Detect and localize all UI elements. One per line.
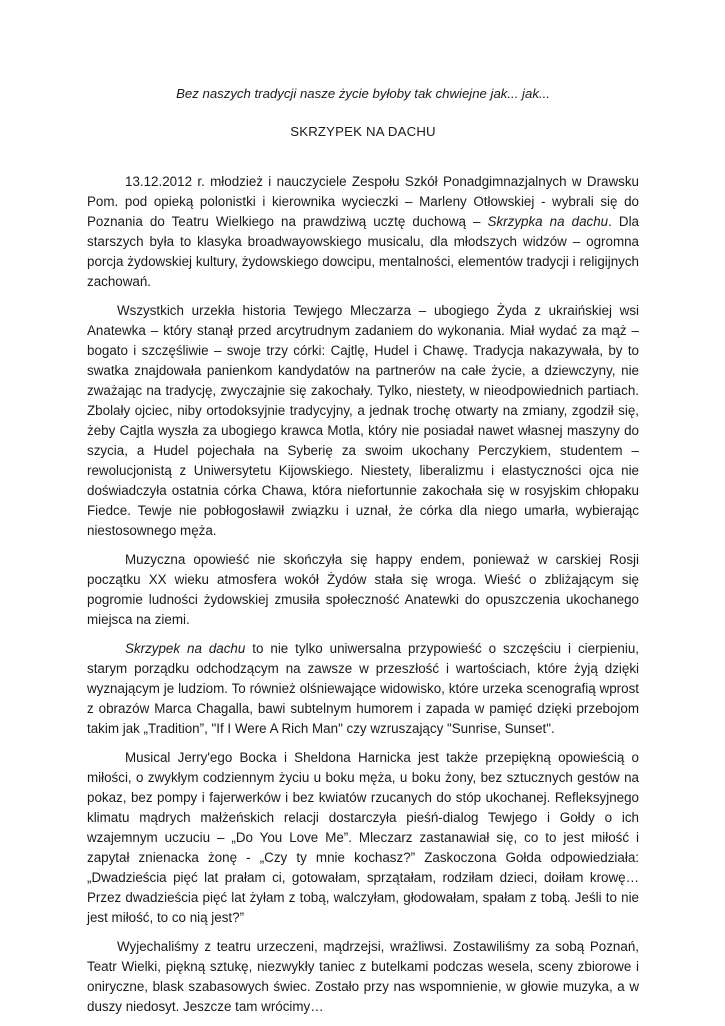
article-title: SKRZYPEK NA DACHU	[290, 124, 436, 139]
article-paragraph	[87, 937, 639, 1017]
paragraph-text: Wszystkich urzekła historia Tewjego Mleczarza – ubogiego Żyda z ukraińskiej wsi Anatewka – który stanął przed arcytrudnym zadaniem do wykonania. Miał wydać za mąż – bogato i szczęśliwie – swoje trzy córki: Cajtlę, Hudel i Chawę. Tradycja nakazywała, by to swatka znajdowała panienkom kandydatów na partnerów na całe życie, a dziewczyny, nie zważając na tradycję, zwyczajnie się zakochały. Tylko, niestety, w nieodpowiednich partiach. Zbolały ojciec, niby ortodoksyjnie tradycyjny, a jednak trochę otwarty na zmiany, zgodził się, żeby Cajtla wyszła za ubogiego krawca Motla, który nie posiadał nawet własnej maszyny do szycia, a Hudel pojechała na Syberię za swoim ukochany Perczykiem, studentem – rewolucjonistą z Uniwersytetu Kijowskiego. Niestety, liberalizmu i elastyczności ojca nie doświadczyła ostatnia córka Chawa, która niefortunnie zakochała się w rosyjskim chłopaku Fiedce. Tewje nie pobłogosławił związku i uznał, że córka dla niego umarła, wybierając niestosownego męża.	[87, 303, 639, 538]
paragraph-text: Wyjechaliśmy z teatru urzeczeni, mądrzejsi, wrażliwsi. Zostawiliśmy za sobą Poznań, Teatr Wielki, piękną sztukę, niezwykły taniec z butelkami podczas wesela, sceny zbiorowe i oniryczne, blask szabasowych świec. Zostało przy nas wspomnienie, w głowie muzyka, a w duszy niedosyt. Jeszcze tam wrócimy…	[87, 939, 639, 1014]
italic-title-text: Skrzypka na dachu	[487, 214, 609, 229]
paragraph-text: to nie tylko uniwersalna przypowieść o szczęściu i cierpieniu, starym porządku odchodzącym na zawsze w przeszłość i wartościach, które żyją dzięki wyznającym je ludziom. To również olśniewające widowisko, które urzeka scenografią wprost z obrazów Marca Chagalla, bawi subtelnym humorem i zapada w pamięć dzięki przebojom takim jak „Tradition”, "If I Were A Rich Man" czy wzruszający "Sunrise, Sunset".	[87, 641, 639, 736]
article-paragraph	[87, 550, 639, 630]
paragraph-text: 13.12.2012 r. młodzież i nauczyciele Zespołu Szkół Ponadgimnazjalnych w Drawsku Pom. pod opieką polonistki i kierownika wycieczki – Marleny Otłowskiej - wybrali się do Poznania do Teatru Wielkiego na prawdziwą ucztę duchową –	[87, 174, 639, 229]
article-paragraph	[87, 172, 639, 292]
article-paragraph	[87, 639, 639, 739]
paragraph-text: . Dla starszych była to klasyka broadwayowskiego musicalu, dla młodszych widzów – ogromna porcja żydowskiej kultury, żydowskiego dowcipu, mentalności, elementów tradycji i religijnych zachowań.	[87, 214, 639, 289]
document-page	[87, 84, 639, 1026]
article-body	[87, 172, 639, 1017]
article-paragraph	[87, 748, 639, 928]
article-paragraph	[87, 301, 639, 541]
paragraph-text: Muzyczna opowieść nie skończyła się happy endem, ponieważ w carskiej Rosji początku XX wieku atmosfera wokół Żydów stała się wroga. Wieść o zbliżającym się pogromie ludności żydowskiej zmusiła społeczność Anatewki do opuszczenia ukochanego miejsca na ziemi.	[87, 552, 639, 627]
paragraph-text: Musical Jerry'ego Bocka i Sheldona Harnicka jest także przepiękną opowieścią o miłości, o zwykłym codziennym życiu u boku męża, u boku żony, bez sztucznych gestów na pokaz, bez pompy i fajerwerków i bez kwiatów rzucanych do stóp ukochanej. Refleksyjnego klimatu mądrych małżeńskich relacji dostarczyła pieśń-dialog Tewjego i Gołdy o ich wzajemnym uczuciu – „Do You Love Me”. Mleczarz zastanawiał się, co to jest miłość i zapytał znienacka żonę - „Czy ty mnie kochasz?” Zaskoczona Gołda odpowiedziała: „Dwadzieścia pięć lat prałam ci, gotowałam, sprzątałam, rodziłam dzieci, doiłam krowę… Przez dwadzieścia pięć lat żyłam z tobą, walczyłam, głodowałam, spałam z tobą. Jeśli to nie jest miłość, to co nią jest?”	[87, 750, 639, 925]
italic-title-text: Skrzypek na dachu	[125, 641, 246, 656]
motto-quote: Bez naszych tradycji nasze życie byłoby tak chwiejne jak... jak...	[176, 86, 550, 101]
